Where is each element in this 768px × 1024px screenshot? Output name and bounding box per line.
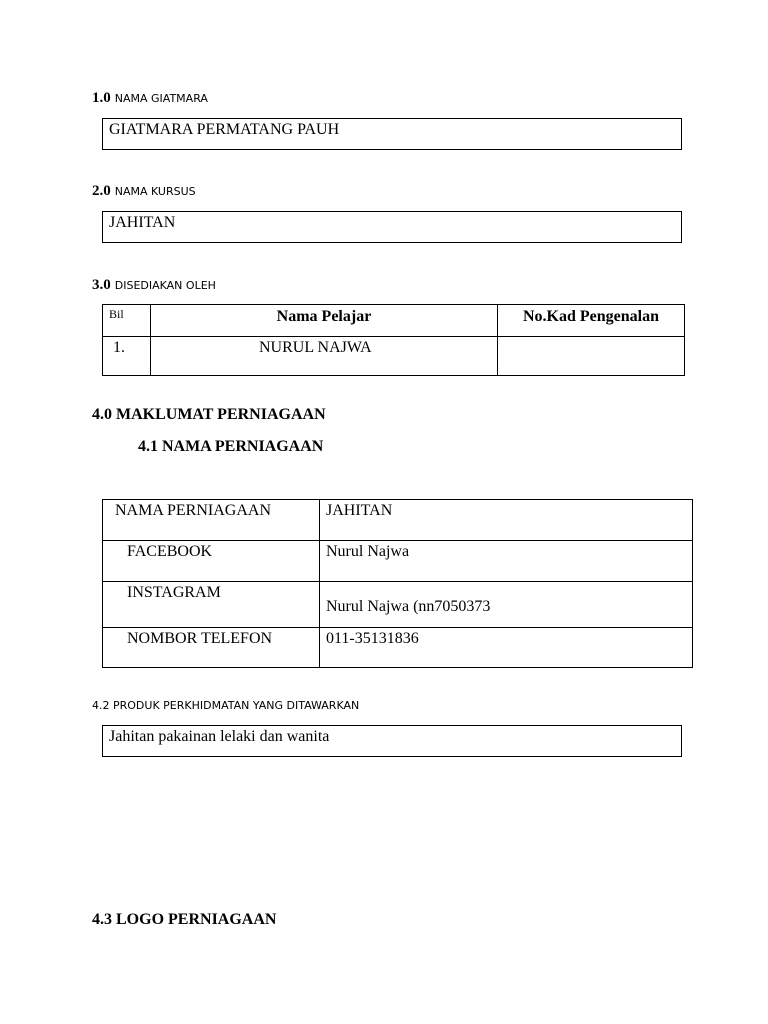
course-name-box: [102, 211, 682, 243]
section-2-label: NAMA KURSUS: [114, 185, 196, 198]
section-2-number: 2.0: [92, 183, 111, 199]
product-value: Jahitan pakainan lelaki dan wanita: [109, 728, 330, 745]
giatmara-name-value: GIATMARA PERMATANG PAUH: [109, 121, 340, 138]
table-row: [103, 337, 685, 376]
table-row: [103, 582, 693, 628]
row-nama: NURUL NAJWA: [151, 337, 498, 376]
business-value-phone: 011-35131836: [320, 628, 693, 668]
section-4-title: 4.0 MAKLUMAT PERNIAGAAN: [92, 406, 326, 423]
course-name-value: JAHITAN: [109, 214, 176, 231]
product-box: [102, 725, 682, 757]
section-4-3-title: 4.3 LOGO PERNIAGAAN: [92, 911, 277, 928]
header-ic: No.Kad Pengenalan: [498, 305, 685, 337]
header-bil: Bil: [103, 305, 151, 337]
section-3-label: DISEDIAKAN OLEH: [114, 279, 216, 292]
business-value-instagram: Nurul Najwa (nn7050373: [320, 582, 693, 628]
business-label-phone: NOMBOR TELEFON: [103, 628, 320, 668]
header-nama-pelajar: Nama Pelajar: [151, 305, 498, 337]
business-table: [102, 499, 693, 668]
section-1-heading: [92, 89, 208, 107]
student-table-header: [103, 305, 685, 337]
row-bil: 1.: [103, 337, 151, 376]
student-table: [102, 304, 685, 376]
section-3-number: 3.0: [92, 277, 111, 293]
section-4-1-title: 4.1 NAMA PERNIAGAAN: [138, 438, 324, 455]
business-value-facebook: Nurul Najwa: [320, 541, 693, 582]
section-1-number: 1.0: [92, 90, 111, 106]
business-value-name: JAHITAN: [320, 500, 693, 541]
table-row: [103, 628, 693, 668]
section-2-heading: [92, 182, 196, 200]
table-row: [103, 541, 693, 582]
business-label-facebook: FACEBOOK: [103, 541, 320, 582]
section-3-heading: [92, 276, 216, 294]
giatmara-name-box: [102, 118, 682, 150]
row-ic: [498, 337, 685, 376]
business-label-name: NAMA PERNIAGAAN: [103, 500, 320, 541]
section-1-label: NAMA GIATMARA: [114, 92, 208, 105]
table-row: [103, 500, 693, 541]
section-4-2-label: 4.2 PRODUK PERKHIDMATAN YANG DITAWARKAN: [92, 699, 360, 712]
business-label-instagram: INSTAGRAM: [103, 582, 320, 628]
